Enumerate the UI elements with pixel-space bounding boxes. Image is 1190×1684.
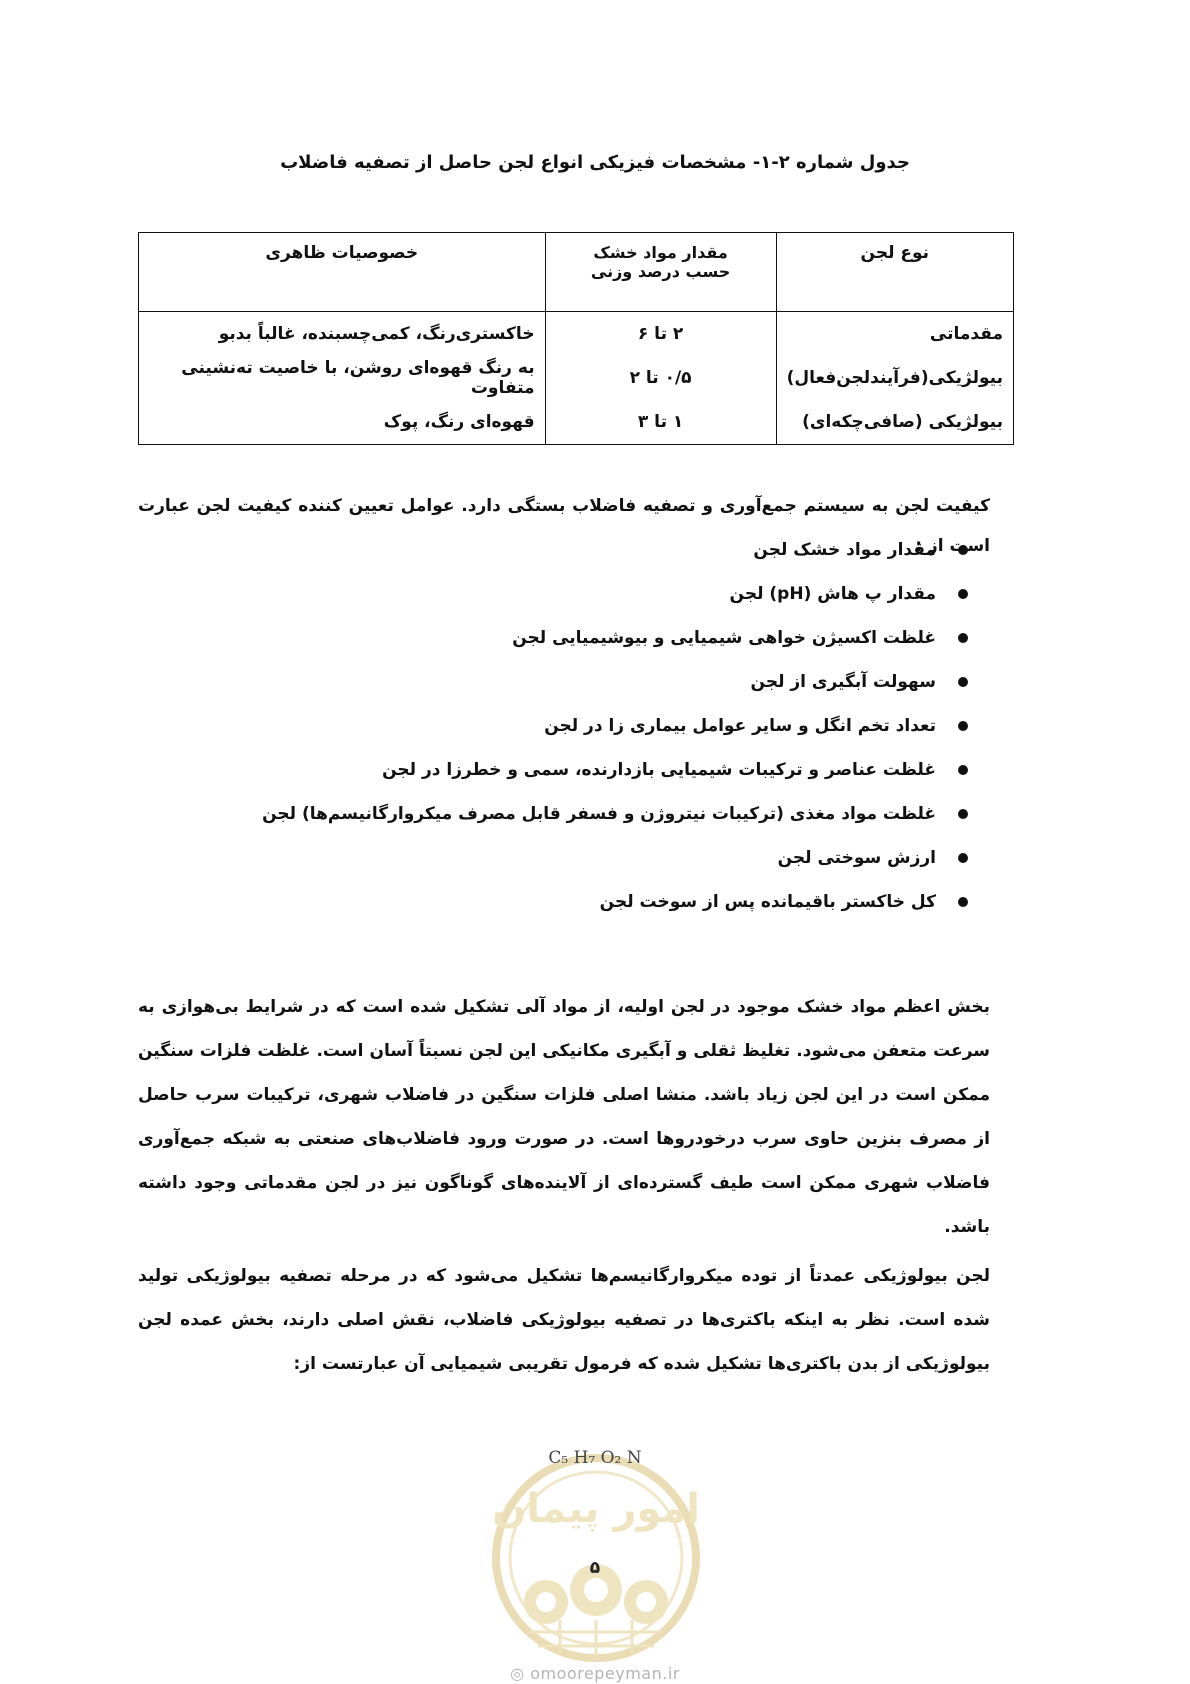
- header-dry-solids-line1: مقدار مواد خشک: [593, 243, 728, 262]
- chemical-formula: C₅ H₇ O₂ N: [548, 1448, 642, 1468]
- globe-icon: ◎: [510, 1664, 525, 1683]
- cell-appearance: قهوه‌ای رنگ، پوک: [139, 400, 546, 445]
- biological-sludge-paragraph: لجن بیولوژیکی عمدتاً از توده میکروارگانیسم‌ها تشکیل می‌شود که در مرحله تصفیه بیولوژیکی تولید شده است. نظر به اینکه باکتری‌ها در تصفیه بیولوژیکی فاضلاب، نقش اصلی دارند، بخش عمده لجن بیولوژیکی از بدن باکتری‌ها تشکیل شده که فرمول تقریبی شیمیایی آن عبارتست از:: [138, 1266, 990, 1374]
- watermark-url-text: omoorepeyman.ir: [530, 1664, 680, 1683]
- list-item: تعداد تخم انگل و سایر عوامل بیماری زا در لجن: [262, 704, 968, 748]
- list-item: کل خاکستر باقیمانده پس از سوخت لجن: [262, 880, 968, 924]
- watermark-logo-text: امور پیمان: [492, 1486, 700, 1532]
- cell-type: مقدماتی: [776, 312, 1013, 357]
- list-item: غلظت اکسیژن خواهی شیمیایی و بیوشیمیایی لجن: [262, 616, 968, 660]
- quality-factors-list: [262, 528, 968, 924]
- cell-type: بیولژیکی(فرآیندلجن‌فعال): [776, 356, 1013, 400]
- cell-appearance: به رنگ قهوه‌ای روشن، با خاصیت ته‌نشینی متفاوت: [139, 356, 546, 400]
- table-row: [139, 312, 1014, 357]
- list-item: مقدار پ هاش (pH) لجن: [262, 572, 968, 616]
- primary-sludge-paragraph: بخش اعظم مواد خشک موجود در لجن اولیه، از مواد آلی تشکیل شده است که در شرایط بی‌هوازی به سرعت متعفن می‌شود. تغلیظ ثقلی و آبگیری مکانیکی این لجن نسبتاً آسان است. غلظت فلزات سنگین ممکن است در این لجن زیاد باشد. منشا اصلی فلزات سنگین در فاضلاب شهری، ترکیبات سرب حاصل از مصرف بنزین حاوی سرب درخودروها است. در صورت ورود فاضلاب‌های صنعتی به شبکه جمع‌آوری فاضلاب شهری ممکن است طیف گسترده‌ای از آلاینده‌های گوناگون نیز در لجن مقدماتی وجود داشته باشد.: [138, 997, 990, 1237]
- table-row: [139, 400, 1014, 445]
- table-row: [139, 356, 1014, 400]
- page-number: ۵: [589, 1558, 601, 1578]
- header-sludge-type: نوع لجن: [776, 233, 1013, 312]
- table-title: جدول شماره ۲-۱- مشخصات فیزیکی انواع لجن حاصل از تصفیه فاضلاب: [280, 152, 910, 173]
- cell-solids: ۱ تا ۳: [545, 400, 776, 445]
- table-header-row: [139, 233, 1014, 312]
- sludge-specs-table: [138, 232, 1014, 445]
- cell-solids: ۲ تا ۶: [545, 312, 776, 357]
- header-dry-solids-line2: حسب درصد وزنی: [590, 262, 731, 281]
- cell-appearance: خاکستری‌رنگ، کمی‌چسبنده، غالباً بدبو: [139, 312, 546, 357]
- header-appearance: خصوصیات ظاهری: [139, 233, 546, 312]
- list-item: غلظت مواد مغذی (ترکیبات نیتروژن و فسفر قابل مصرف میکروارگانیسم‌ها) لجن: [262, 792, 968, 836]
- cell-solids: ۰/۵ تا ۲: [545, 356, 776, 400]
- list-item: غلظت عناصر و ترکیبات شیمیایی بازدارنده، سمی و خطرزا در لجن: [262, 748, 968, 792]
- header-dry-solids: [545, 233, 776, 312]
- cell-type: بیولژیکی (صافی‌چکه‌ای): [776, 400, 1013, 445]
- list-item: سهولت آبگیری از لجن: [262, 660, 968, 704]
- watermark-url: [0, 1664, 1190, 1683]
- list-item: ارزش سوختی لجن: [262, 836, 968, 880]
- list-item: مقدار مواد خشک لجن: [262, 528, 968, 572]
- intro-paragraph: کیفیت لجن به سیستم جمع‌آوری و تصفیه فاضلاب بستگی دارد. عوامل تعیین کننده کیفیت لجن عبارت است از :: [138, 496, 990, 556]
